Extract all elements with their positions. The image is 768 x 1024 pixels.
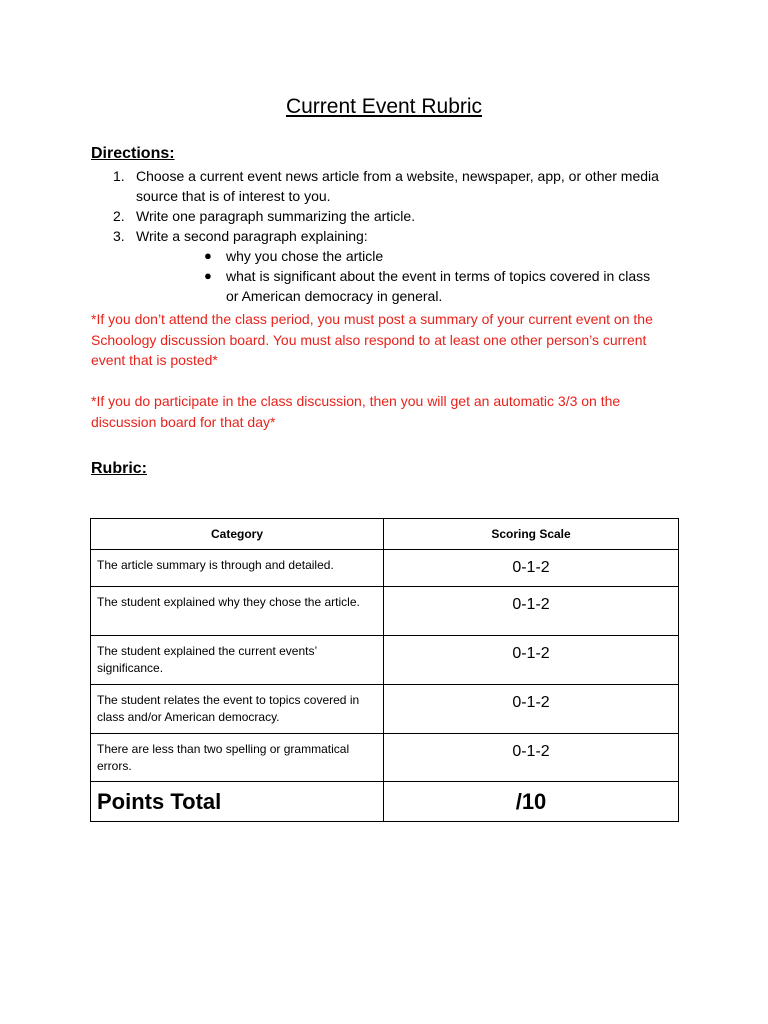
score-cell: 0-1-2 [384, 734, 679, 782]
category-cell: The student explained the current events’ significance. [91, 636, 384, 685]
category-cell: The article summary is through and detailed. [91, 550, 384, 587]
table-header-row [91, 519, 679, 550]
participation-note: *If you do participate in the class discussion, then you will get an automatic 3/3 on the discussion board for that day* [91, 393, 621, 430]
rubric-table [90, 518, 679, 822]
points-total-row [91, 782, 679, 822]
column-header-scoring: Scoring Scale [384, 519, 679, 550]
directions-list [91, 166, 681, 306]
bullet-icon: ● [204, 248, 212, 263]
step-text: Write a second paragraph explaining: [136, 228, 368, 244]
category-cell: There are less than two spelling or grammatical errors. [91, 734, 384, 782]
category-cell: The student explained why they chose the article. [91, 587, 384, 636]
direction-step [91, 166, 681, 206]
bullet-icon: ● [204, 268, 212, 283]
step-number: 1. [113, 168, 125, 184]
step-text: Choose a current event news article from a website, newspaper, app, or other media source that is of interest to you. [136, 168, 659, 204]
bullet-item [136, 246, 681, 266]
attendance-note: *If you don’t attend the class period, you must post a summary of your current event on the Schoology discussion board. You must also respond to at least one other person’s current event that is posted* [91, 311, 653, 368]
points-total-label: Points Total [91, 782, 384, 822]
rubric-heading: Rubric: [91, 460, 147, 477]
bullet-item [136, 266, 681, 306]
table-row [91, 587, 679, 636]
step-number: 2. [113, 208, 125, 224]
directions-heading: Directions: [91, 145, 175, 162]
page-title: Current Event Rubric [285, 95, 483, 118]
score-cell: 0-1-2 [384, 636, 679, 685]
score-cell: 0-1-2 [384, 587, 679, 636]
table-row [91, 734, 679, 782]
explanation-bullets [136, 246, 681, 306]
score-cell: 0-1-2 [384, 550, 679, 587]
score-cell: 0-1-2 [384, 685, 679, 734]
step-text: Write one paragraph summarizing the article. [136, 208, 416, 224]
direction-step [91, 226, 681, 306]
category-cell: The student relates the event to topics covered in class and/or American democracy. [91, 685, 384, 734]
step-number: 3. [113, 228, 125, 244]
column-header-category: Category [91, 519, 384, 550]
table-row [91, 550, 679, 587]
table-row [91, 685, 679, 734]
bullet-text: why you chose the article [226, 248, 384, 264]
table-row [91, 636, 679, 685]
bullet-text: what is significant about the event in terms of topics covered in class or American democracy in general. [226, 268, 651, 304]
points-total-value: /10 [384, 782, 679, 822]
direction-step [91, 206, 681, 226]
